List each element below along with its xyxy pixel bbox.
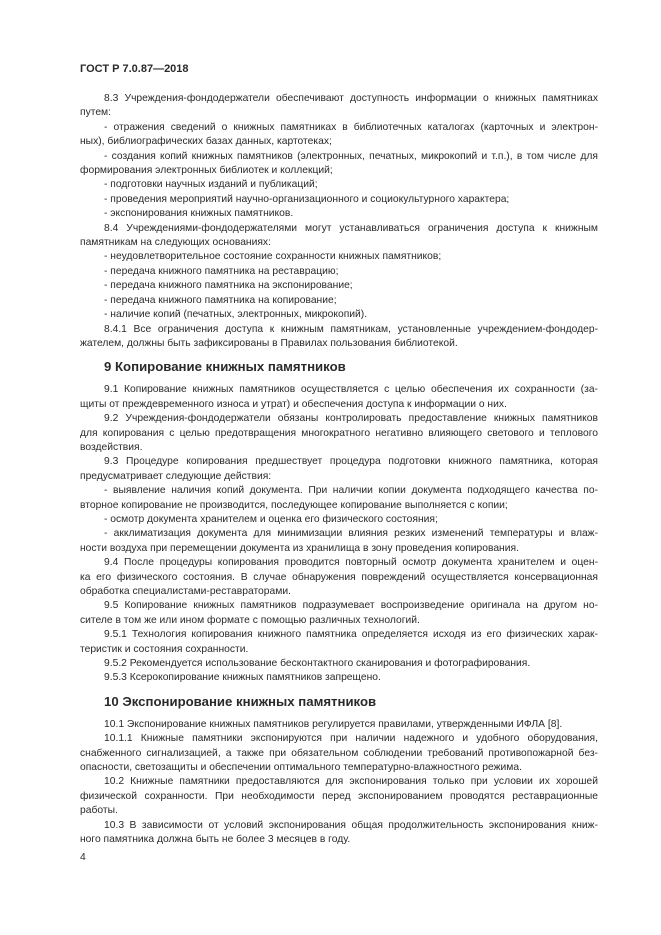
- paragraph: [80, 775, 598, 818]
- paragraph: [80, 265, 598, 279]
- section-heading: 9 Копирование книжных памятников: [104, 359, 346, 375]
- page-number: 4: [80, 851, 86, 863]
- paragraph: [80, 294, 598, 308]
- text-line: 9.5.1 Технология копирования книжного памятника определяется исходя из его физических харак-: [104, 629, 598, 641]
- text-line: - акклиматизация документа для минимизации влияния резких изменений температуры и влаж-: [104, 528, 598, 540]
- paragraph: [80, 207, 598, 221]
- text-line: щиты от преждевременного износа и утрат) и обеспечения доступа к информации о них.: [80, 398, 507, 410]
- text-line: памятникам на следующих основаниях:: [80, 237, 271, 249]
- text-line: теристик и состояния сохранности.: [80, 643, 249, 655]
- paragraph: [80, 657, 598, 671]
- paragraph: [80, 527, 598, 556]
- text-line: ных), библиографических базах данных, картотеках;: [80, 136, 332, 148]
- text-line: формирования электронных библиотек и коллекций;: [80, 165, 333, 177]
- text-line: 9.5.2 Рекомендуется использование бесконтактного сканирования и фотографирования.: [104, 658, 531, 670]
- text-line: ности воздуха при перемещении документа из хранилища в зону проведения копирования.: [80, 542, 519, 554]
- paragraph: [80, 279, 598, 293]
- text-line: 10.2 Книжные памятники предоставляются для экспонирования только при условии их хорошей: [104, 776, 598, 788]
- text-line: 10.3 В зависимости от условий экспонирования общая продолжительность экспонирования книж-: [104, 819, 598, 831]
- paragraph: [80, 556, 598, 599]
- text-line: путем:: [80, 107, 111, 119]
- text-line: жателем, должны быть зафиксированы в Правилах пользования библиотекой.: [80, 337, 458, 349]
- document-body: [80, 92, 598, 848]
- text-line: ка его физического состояния. В случае обнаружения повреждений осуществляется консервационная: [80, 571, 598, 583]
- paragraph: [80, 222, 598, 251]
- text-line: - передача книжного памятника на копирование;: [104, 294, 337, 306]
- text-line: - передача книжного памятника на экспонирование;: [104, 280, 353, 292]
- paragraph: [80, 455, 598, 484]
- paragraph: [80, 484, 598, 513]
- paragraph: [80, 121, 598, 150]
- paragraph: [80, 383, 598, 412]
- paragraph: [80, 671, 598, 685]
- paragraph: [80, 250, 598, 264]
- text-line: обработка специалистами-реставраторами.: [80, 586, 291, 597]
- paragraph: [80, 308, 598, 322]
- text-line: снабженного сигнализацией, а также при обязательном соблюдении требований противопожарной без-: [80, 747, 598, 759]
- text-line: вторное копирование не производится, последующее копирование выполняется с копии;: [80, 499, 508, 511]
- text-line: ного памятника должна быть не более 3 месяцев в году.: [80, 834, 351, 846]
- text-line: 9.4 После процедуры копирования проводится повторный осмотр документа хранителем и оцен-: [104, 557, 598, 569]
- text-line: - отражения сведений о книжных памятниках в библиотечных каталогах (карточных и электрон-: [104, 121, 598, 133]
- text-line: 9.1 Копирование книжных памятников осуществляется с целью обеспечения их сохранности (за-: [104, 384, 598, 396]
- document-header: ГОСТ Р 7.0.87—2018: [80, 63, 189, 75]
- text-line: - осмотр документа хранителем и оценка его физического состояния;: [104, 513, 438, 525]
- text-line: 9.5.3 Ксерокопирование книжных памятников запрещено.: [104, 672, 381, 684]
- paragraph: [80, 628, 598, 657]
- paragraph: [80, 819, 598, 848]
- text-line: 10.1 Экспонирование книжных памятников регулируется правилами, утвержденными ИФЛА [8].: [104, 718, 563, 730]
- text-line: 10.1.1 Книжные памятники экспонируются при наличии надежного и удобного оборудования,: [104, 733, 598, 745]
- text-line: - выявление наличия копий документа. При наличии копии документа подходящего качества по-: [104, 485, 598, 497]
- paragraph: [80, 92, 598, 121]
- text-line: - передача книжного памятника на реставрацию;: [104, 265, 339, 277]
- text-line: 8.4.1 Все ограничения доступа к книжным памятникам, установленные учреждением-фондодер-: [104, 323, 598, 335]
- paragraph: [80, 513, 598, 527]
- paragraph: [80, 323, 598, 352]
- paragraph: [80, 150, 598, 179]
- paragraph: [80, 732, 598, 775]
- text-line: - наличие копий (печатных, электронных, микрокопий).: [104, 309, 368, 321]
- text-line: 8.3 Учреждения-фондодержатели обеспечивают доступность информации о книжных памятниках: [104, 93, 598, 104]
- section-heading: 10 Экспонирование книжных памятников: [104, 693, 377, 709]
- text-line: воздействия.: [80, 441, 143, 453]
- page-body: [80, 92, 598, 865]
- text-line: - неудовлетворительное состояние сохранности книжных памятников;: [104, 251, 442, 263]
- text-line: опасности, светозащиты и обеспечении оптимального температурно-влажностного режима.: [80, 762, 522, 774]
- paragraph: [80, 193, 598, 207]
- text-line: 9.5 Копирование книжных памятников подразумевает воспроизведение оригинала на другом но-: [104, 600, 598, 612]
- text-line: - подготовки научных изданий и публикаций;: [104, 179, 318, 191]
- text-line: 8.4 Учреждениями-фондодержателями могут устанавливаться ограничения доступа к книжным: [104, 222, 598, 234]
- paragraph: [80, 178, 598, 192]
- paragraph: [80, 718, 598, 732]
- text-line: 9.2 Учреждения-фондодержатели обязаны контролировать предоставление книжных памятников: [104, 413, 598, 425]
- text-line: 9.3 Процедуре копирования предшествует процедура подготовки книжного памятника, которая: [104, 456, 598, 468]
- paragraph: [80, 599, 598, 628]
- text-line: - создания копий книжных памятников (электронных, печатных, микрокопий и т.п.), в том числе для: [104, 150, 598, 162]
- text-line: сителе в том же или ином формате с помощью различных технологий.: [80, 614, 420, 626]
- text-line: - экспонирования книжных памятников.: [104, 208, 294, 220]
- paragraph: [80, 412, 598, 455]
- text-line: предусматривает следующие действия:: [80, 470, 272, 482]
- text-line: физической сохранности. При необходимости перед экспонированием проводятся реставрационные: [80, 790, 598, 802]
- text-line: работы.: [80, 805, 118, 817]
- text-line: - проведения мероприятий научно-организационного и социокультурного характера;: [104, 193, 510, 205]
- text-line: для копирования с целью предотвращения многократного негативно влияющего светового и теплового: [80, 427, 598, 439]
